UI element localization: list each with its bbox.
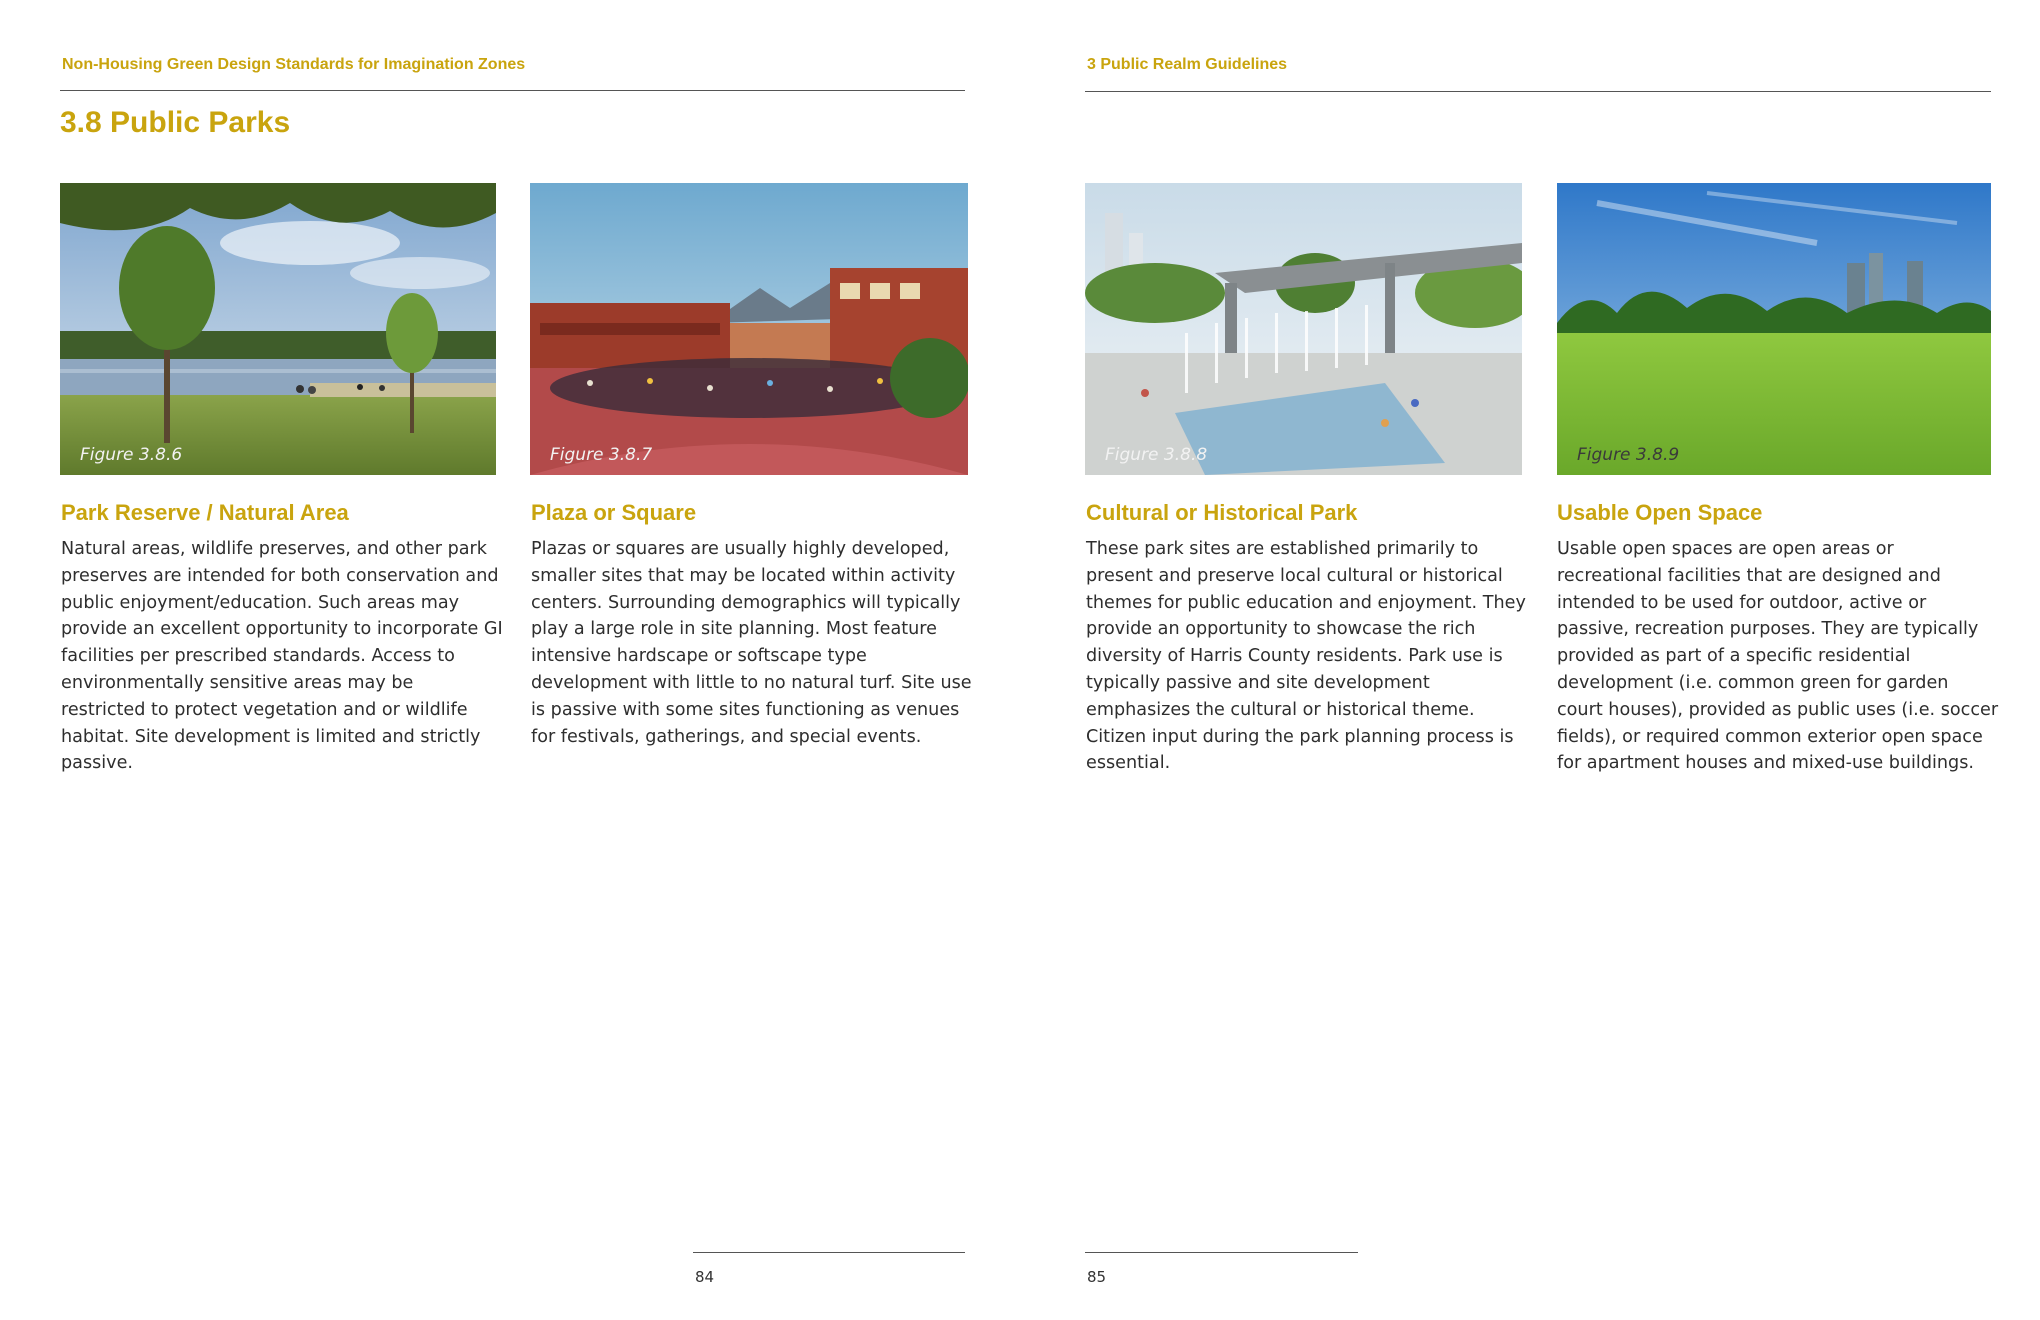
body-plaza-square: Plazas or squares are usually highly developed, smaller sites that may be located within activity centers. Surrounding demographics will typically play a large role in site planning. Most feature intensive hardscape or softscape type development with little to no natural turf. Site use is passive with some sites functioning as venues for festivals, gatherings, and special events. xyxy=(531,539,972,747)
page-number-left: 84 xyxy=(695,1268,715,1286)
running-header-right: 3 Public Realm Guidelines xyxy=(1087,56,1288,73)
figure-photo-cultural-park xyxy=(1085,183,1522,475)
body-park-reserve: Natural areas, wildlife preserves, and other park preserves are intended for both conservation and public enjoyment/education. Such areas may provide an excellent opportunity to incorporate GI facilities per prescribed standards. Access to environmentally sensitive areas may be restricted to protect vegetation and or wildlife habitat. Site development is limited and strictly passive. xyxy=(61,539,503,774)
figure-caption: Figure 3.8.8 xyxy=(1105,445,1208,465)
body-usable-open-space: Usable open spaces are open areas or recreational facilities that are designed and intended to be used for outdoor, active or passive, recreation purposes. They are typically provided as part of a specific residential development (i.e. common green for garden court houses), provided as public uses (i.e. soccer fields), or required common exterior open space for apartment houses and mixed-use buildings. xyxy=(1557,539,1999,774)
section-title: 3.8 Public Parks xyxy=(60,106,291,139)
figure-caption: Figure 3.8.7 xyxy=(550,445,653,465)
page-number-right: 85 xyxy=(1087,1268,1107,1286)
header-rule-left xyxy=(60,90,965,91)
figure-photo-plaza xyxy=(530,183,968,475)
heading-plaza-square: Plaza or Square xyxy=(531,500,697,525)
footer-rule-left xyxy=(693,1252,965,1253)
figure-photo-open-space xyxy=(1557,183,1991,475)
header-rule-right xyxy=(1085,91,1991,92)
heading-cultural-park: Cultural or Historical Park xyxy=(1086,500,1358,525)
figure-caption: Figure 3.8.6 xyxy=(80,445,183,465)
figure-caption: Figure 3.8.9 xyxy=(1577,445,1680,465)
heading-usable-open-space: Usable Open Space xyxy=(1557,500,1763,525)
heading-park-reserve: Park Reserve / Natural Area xyxy=(61,500,349,525)
body-cultural-park: These park sites are established primarily to present and preserve local cultural or historical themes for public education and enjoyment. They provide an opportunity to showcase the rich diversity of Harris County residents. Park use is typically passive and site development emphasizes the cultural or historical theme. Citizen input during the park planning process is essential. xyxy=(1086,539,1526,774)
footer-rule-right xyxy=(1085,1252,1358,1253)
running-header-left: Non-Housing Green Design Standards for Imagination Zones xyxy=(62,56,526,73)
figure-photo-park-reserve xyxy=(60,183,496,475)
